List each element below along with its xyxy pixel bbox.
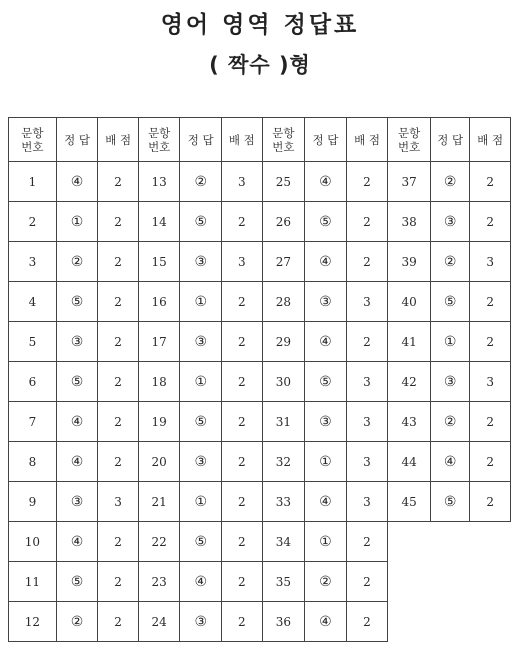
page-subtitle: ( 짝수 )형 xyxy=(209,53,311,77)
cell-answer: ① xyxy=(305,522,347,562)
table-row xyxy=(9,442,511,482)
cell-answer: ③ xyxy=(180,242,222,282)
cell-answer: ① xyxy=(180,282,222,322)
cell-points: 2 xyxy=(346,202,388,242)
header-points: 배 점 xyxy=(98,118,139,162)
cell-number: 11 xyxy=(9,562,57,602)
cell-answer: ③ xyxy=(430,362,469,402)
cell-answer: ⑤ xyxy=(56,362,98,402)
cell-answer: ⑤ xyxy=(430,482,469,522)
cell-points: 2 xyxy=(98,522,139,562)
cell-number: 38 xyxy=(388,202,431,242)
cell-points: 2 xyxy=(470,162,511,202)
cell-number: 24 xyxy=(138,602,180,642)
cell-answer: ④ xyxy=(56,402,98,442)
cell-number: 3 xyxy=(9,242,57,282)
header-number: 문항 번호 xyxy=(9,118,57,162)
cell-number: 30 xyxy=(262,362,305,402)
table-row xyxy=(9,602,511,642)
cell-number: 16 xyxy=(138,282,180,322)
cell-number: 12 xyxy=(9,602,57,642)
cell-points: 2 xyxy=(98,282,139,322)
cell-points: 2 xyxy=(470,282,511,322)
table-row xyxy=(9,562,511,602)
cell-points: 2 xyxy=(98,362,139,402)
cell-number: 32 xyxy=(262,442,305,482)
empty-cell xyxy=(430,522,469,562)
cell-points: 2 xyxy=(98,602,139,642)
cell-points: 2 xyxy=(470,322,511,362)
cell-answer: ② xyxy=(430,162,469,202)
empty-cell xyxy=(388,562,431,602)
cell-answer: ④ xyxy=(180,562,222,602)
table-row xyxy=(9,362,511,402)
cell-points: 3 xyxy=(470,362,511,402)
cell-answer: ⑤ xyxy=(180,402,222,442)
cell-number: 42 xyxy=(388,362,431,402)
cell-number: 20 xyxy=(138,442,180,482)
cell-answer: ③ xyxy=(180,602,222,642)
page-title: 영어 영역 정답표 xyxy=(160,12,360,38)
cell-answer: ④ xyxy=(305,602,347,642)
cell-points: 3 xyxy=(346,482,388,522)
header-points: 배 점 xyxy=(346,118,388,162)
cell-number: 33 xyxy=(262,482,305,522)
table-row xyxy=(9,282,511,322)
cell-answer: ④ xyxy=(305,242,347,282)
cell-number: 40 xyxy=(388,282,431,322)
cell-answer: ⑤ xyxy=(305,362,347,402)
cell-number: 43 xyxy=(388,402,431,442)
cell-points: 2 xyxy=(222,402,263,442)
cell-answer: ② xyxy=(305,562,347,602)
table-row xyxy=(9,482,511,522)
cell-points: 2 xyxy=(470,202,511,242)
cell-number: 26 xyxy=(262,202,305,242)
cell-number: 18 xyxy=(138,362,180,402)
cell-number: 17 xyxy=(138,322,180,362)
cell-points: 2 xyxy=(98,242,139,282)
cell-points: 3 xyxy=(346,362,388,402)
cell-number: 15 xyxy=(138,242,180,282)
cell-number: 23 xyxy=(138,562,180,602)
cell-answer: ① xyxy=(180,362,222,402)
empty-cell xyxy=(388,522,431,562)
cell-answer: ③ xyxy=(56,322,98,362)
cell-answer: ⑤ xyxy=(56,282,98,322)
cell-number: 37 xyxy=(388,162,431,202)
cell-number: 29 xyxy=(262,322,305,362)
cell-points: 2 xyxy=(346,242,388,282)
cell-answer: ⑤ xyxy=(305,202,347,242)
header-answer: 정 답 xyxy=(305,118,347,162)
empty-cell xyxy=(470,602,511,642)
cell-points: 3 xyxy=(222,162,263,202)
cell-answer: ② xyxy=(56,242,98,282)
cell-number: 21 xyxy=(138,482,180,522)
cell-points: 3 xyxy=(346,282,388,322)
cell-points: 3 xyxy=(222,242,263,282)
cell-points: 3 xyxy=(98,482,139,522)
cell-number: 27 xyxy=(262,242,305,282)
cell-answer: ④ xyxy=(430,442,469,482)
table-row xyxy=(9,162,511,202)
cell-points: 3 xyxy=(346,442,388,482)
cell-points: 2 xyxy=(346,522,388,562)
header-answer: 정 답 xyxy=(180,118,222,162)
cell-points: 3 xyxy=(470,242,511,282)
cell-answer: ② xyxy=(56,602,98,642)
cell-answer: ⑤ xyxy=(430,282,469,322)
cell-points: 2 xyxy=(346,322,388,362)
cell-points: 2 xyxy=(222,602,263,642)
cell-points: 2 xyxy=(470,402,511,442)
cell-points: 2 xyxy=(346,162,388,202)
cell-points: 2 xyxy=(98,402,139,442)
cell-number: 44 xyxy=(388,442,431,482)
cell-points: 3 xyxy=(346,402,388,442)
cell-number: 9 xyxy=(9,482,57,522)
header-points: 배 점 xyxy=(222,118,263,162)
empty-cell xyxy=(430,602,469,642)
cell-answer: ④ xyxy=(305,322,347,362)
header-number: 문항 번호 xyxy=(388,118,431,162)
cell-points: 2 xyxy=(98,442,139,482)
header-answer: 정 답 xyxy=(430,118,469,162)
cell-answer: ② xyxy=(430,402,469,442)
cell-points: 2 xyxy=(222,562,263,602)
cell-points: 2 xyxy=(346,602,388,642)
cell-number: 22 xyxy=(138,522,180,562)
cell-answer: ② xyxy=(180,162,222,202)
cell-points: 2 xyxy=(470,482,511,522)
cell-answer: ③ xyxy=(56,482,98,522)
cell-points: 2 xyxy=(98,162,139,202)
header-points: 배 점 xyxy=(470,118,511,162)
cell-number: 8 xyxy=(9,442,57,482)
cell-number: 10 xyxy=(9,522,57,562)
cell-number: 4 xyxy=(9,282,57,322)
cell-number: 28 xyxy=(262,282,305,322)
table-row xyxy=(9,322,511,362)
cell-answer: ① xyxy=(430,322,469,362)
cell-answer: ③ xyxy=(430,202,469,242)
header-number: 문항 번호 xyxy=(262,118,305,162)
cell-answer: ③ xyxy=(305,402,347,442)
cell-number: 2 xyxy=(9,202,57,242)
cell-answer: ① xyxy=(56,202,98,242)
cell-answer: ③ xyxy=(180,322,222,362)
cell-number: 45 xyxy=(388,482,431,522)
header-number: 문항 번호 xyxy=(138,118,180,162)
cell-points: 2 xyxy=(222,482,263,522)
cell-answer: ④ xyxy=(305,482,347,522)
cell-answer: ④ xyxy=(56,162,98,202)
table-row xyxy=(9,402,511,442)
table-header-row xyxy=(9,118,511,162)
cell-number: 34 xyxy=(262,522,305,562)
cell-number: 5 xyxy=(9,322,57,362)
cell-number: 6 xyxy=(9,362,57,402)
cell-number: 36 xyxy=(262,602,305,642)
cell-points: 2 xyxy=(222,202,263,242)
header-answer: 정 답 xyxy=(56,118,98,162)
empty-cell xyxy=(470,562,511,602)
cell-answer: ④ xyxy=(56,442,98,482)
table-row xyxy=(9,522,511,562)
cell-number: 35 xyxy=(262,562,305,602)
cell-points: 2 xyxy=(222,522,263,562)
cell-points: 2 xyxy=(222,322,263,362)
cell-number: 31 xyxy=(262,402,305,442)
cell-points: 2 xyxy=(346,562,388,602)
cell-points: 2 xyxy=(470,442,511,482)
cell-number: 13 xyxy=(138,162,180,202)
cell-number: 19 xyxy=(138,402,180,442)
cell-answer: ③ xyxy=(180,442,222,482)
table-row xyxy=(9,242,511,282)
cell-answer: ① xyxy=(180,482,222,522)
answer-table xyxy=(8,117,511,642)
cell-points: 2 xyxy=(98,562,139,602)
cell-points: 2 xyxy=(98,322,139,362)
cell-points: 2 xyxy=(222,282,263,322)
cell-number: 1 xyxy=(9,162,57,202)
cell-answer: ③ xyxy=(305,282,347,322)
cell-answer: ① xyxy=(305,442,347,482)
cell-points: 2 xyxy=(222,442,263,482)
cell-answer: ⑤ xyxy=(180,522,222,562)
cell-number: 7 xyxy=(9,402,57,442)
cell-number: 25 xyxy=(262,162,305,202)
cell-answer: ④ xyxy=(305,162,347,202)
cell-number: 41 xyxy=(388,322,431,362)
cell-answer: ⑤ xyxy=(180,202,222,242)
empty-cell xyxy=(388,602,431,642)
cell-points: 2 xyxy=(222,362,263,402)
cell-points: 2 xyxy=(98,202,139,242)
cell-number: 39 xyxy=(388,242,431,282)
cell-answer: ⑤ xyxy=(56,562,98,602)
empty-cell xyxy=(470,522,511,562)
empty-cell xyxy=(430,562,469,602)
table-row xyxy=(9,202,511,242)
cell-number: 14 xyxy=(138,202,180,242)
cell-answer: ② xyxy=(430,242,469,282)
cell-answer: ④ xyxy=(56,522,98,562)
